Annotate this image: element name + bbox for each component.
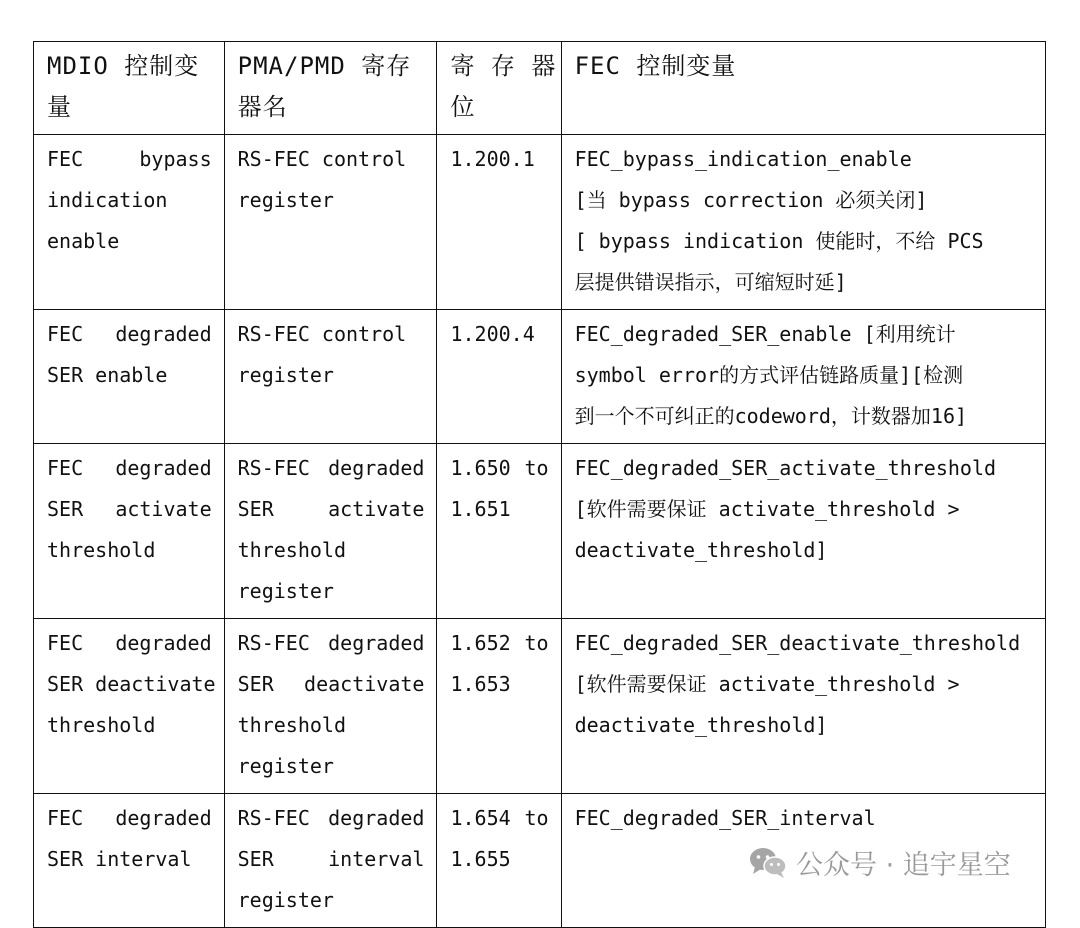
cell-fec-variable-line: FEC_degraded_SER_enable [利用统计: [574, 322, 956, 346]
table-body: [34, 135, 1046, 928]
cell-register-bit-word: 1.652: [450, 631, 511, 655]
cell-register-name-line: register: [237, 188, 334, 212]
cell-register-bit: [437, 135, 561, 310]
cell-register-bit: [437, 619, 561, 794]
cell-mdio-variable-line: threshold: [47, 713, 156, 737]
cell-mdio-variable-line: enable: [47, 229, 120, 253]
cell-fec-variable-line: [ bypass indication 使能时，不给 PCS: [574, 229, 984, 253]
cell-fec-variable-line: [当 bypass correction 必须关闭]: [574, 188, 928, 212]
cell-mdio-variable-line: [47, 139, 212, 180]
cell-register-name-line: [238, 664, 425, 705]
header-fec-control-variable-line: FEC 控制变量: [574, 52, 737, 80]
cell-register-bit-word: to: [524, 456, 549, 480]
cell-mdio-variable-word: FEC: [47, 631, 84, 655]
cell-fec-variable-line: symbol error的方式评估链路质量][检测: [574, 363, 964, 387]
cell-fec-variable-line: 层提供错误指示，可缩短时延]: [574, 270, 847, 294]
cell-fec-variable: [561, 619, 1045, 794]
header-mdio-control-variable: [34, 42, 225, 135]
cell-fec-variable-line: [软件需要保证 activate_threshold >: [574, 672, 960, 696]
cell-mdio-variable-word: degraded: [115, 322, 212, 346]
cell-mdio-variable-line: threshold: [47, 538, 156, 562]
cell-register-bit-line: 1.200.1: [450, 147, 535, 171]
cell-mdio-variable: [34, 310, 225, 444]
cell-register-name-word: deactivate: [304, 672, 425, 696]
cell-register-bit-line: [450, 798, 548, 839]
cell-register-bit: [437, 794, 561, 928]
cell-register-name-line: register: [237, 888, 334, 912]
watermark: [748, 842, 1011, 882]
cell-register-name: [224, 135, 437, 310]
header-row: [34, 42, 1046, 135]
cell-mdio-variable-word: FEC: [47, 806, 84, 830]
cell-register-name-word: RS-FEC: [237, 631, 310, 655]
cell-register-bit-word: 1.650: [450, 456, 511, 480]
cell-mdio-variable: [34, 794, 225, 928]
cell-register-name-line: threshold: [237, 538, 347, 562]
cell-register-bit-line: [450, 448, 548, 489]
cell-register-name-word: degraded: [328, 456, 425, 480]
cell-fec-variable: [561, 135, 1045, 310]
cell-register-name-word: interval: [328, 847, 425, 871]
cell-register-bit-line: [450, 623, 548, 664]
cell-register-name: [224, 794, 437, 928]
cell-register-bit-line: 1.651: [450, 497, 511, 521]
cell-mdio-variable-word: degraded: [115, 631, 212, 655]
cell-fec-variable-line: FEC_degraded_SER_activate_threshold: [574, 456, 997, 480]
cell-mdio-variable-word: FEC: [47, 456, 84, 480]
cell-fec-variable-line: FEC_bypass_indication_enable: [574, 147, 912, 171]
cell-mdio-variable-word: degraded: [115, 456, 212, 480]
watermark-text: 公众号 · 追宇星空: [796, 849, 1011, 881]
cell-mdio-variable-line: [47, 314, 212, 355]
cell-register-name-word: activate: [328, 497, 425, 521]
cell-fec-variable-line: 到一个不可纠正的codeword，计数器加16]: [574, 404, 968, 428]
header-register-bit-line: 寄 存 器: [450, 52, 557, 80]
cell-register-bit: [437, 310, 561, 444]
table-row: [34, 619, 1046, 794]
cell-fec-variable-line: deactivate_threshold]: [574, 538, 828, 562]
cell-register-name-word: degraded: [328, 631, 425, 655]
cell-fec-variable: [561, 310, 1045, 444]
cell-mdio-variable-line: indication: [47, 188, 168, 212]
register-table: [33, 41, 1046, 928]
cell-register-bit: [437, 444, 561, 619]
cell-register-name-word: SER: [237, 497, 274, 521]
cell-register-bit-word: to: [524, 806, 549, 830]
cell-register-name-line: threshold: [237, 713, 347, 737]
cell-register-name-line: [238, 489, 425, 530]
header-mdio-control-variable-line: MDIO 控制变: [47, 52, 200, 80]
cell-register-bit-line: 1.653: [450, 672, 511, 696]
cell-register-bit-line: 1.200.4: [450, 322, 535, 346]
table-row: [34, 135, 1046, 310]
header-pma-pmd-register-name-line: PMA/PMD 寄存: [237, 52, 412, 80]
header-pma-pmd-register-name: [224, 42, 437, 135]
cell-mdio-variable-line: SER interval: [47, 847, 192, 871]
cell-register-name: [224, 310, 437, 444]
cell-mdio-variable-word: SER: [47, 497, 84, 521]
cell-register-name-word: SER: [237, 847, 274, 871]
cell-register-name-line: register: [237, 754, 334, 778]
cell-register-bit-line: 1.655: [450, 847, 511, 871]
cell-mdio-variable-line: [47, 623, 212, 664]
cell-register-name-line: [238, 623, 425, 664]
cell-register-name-line: register: [237, 363, 334, 387]
table-row: [34, 444, 1046, 619]
cell-fec-variable: [561, 444, 1045, 619]
cell-fec-variable-line: [软件需要保证 activate_threshold >: [574, 497, 960, 521]
cell-register-name-line: RS-FEC control: [237, 147, 407, 171]
header-mdio-control-variable-line: 量: [47, 93, 72, 121]
cell-register-name: [224, 619, 437, 794]
cell-mdio-variable-word: FEC: [47, 322, 84, 346]
cell-mdio-variable-line: SER enable: [47, 363, 168, 387]
cell-mdio-variable: [34, 444, 225, 619]
cell-register-name-line: [238, 798, 425, 839]
cell-mdio-variable-word: FEC: [47, 147, 84, 171]
cell-mdio-variable-line: [47, 798, 212, 839]
header-register-bit: [437, 42, 561, 135]
cell-mdio-variable-word: bypass: [139, 147, 212, 171]
cell-register-name-line: RS-FEC control: [237, 322, 407, 346]
cell-register-name-line: [238, 448, 425, 489]
wechat-icon: [748, 845, 788, 879]
cell-mdio-variable-line: [47, 489, 212, 530]
cell-fec-variable-line: FEC_degraded_SER_interval: [574, 806, 876, 830]
cell-register-name-word: degraded: [328, 806, 425, 830]
cell-register-name-word: RS-FEC: [237, 806, 310, 830]
cell-register-name-word: RS-FEC: [237, 456, 310, 480]
cell-register-bit-word: to: [524, 631, 549, 655]
cell-register-name-line: [238, 839, 425, 880]
cell-mdio-variable: [34, 135, 225, 310]
header-pma-pmd-register-name-line: 器名: [237, 93, 288, 121]
cell-mdio-variable-word: activate: [115, 497, 212, 521]
cell-mdio-variable-word: degraded: [115, 806, 212, 830]
cell-mdio-variable: [34, 619, 225, 794]
cell-register-name-line: register: [237, 579, 334, 603]
header-fec-control-variable: [561, 42, 1045, 135]
cell-register-name: [224, 444, 437, 619]
cell-register-bit-word: 1.654: [450, 806, 511, 830]
cell-register-name-word: SER: [237, 672, 274, 696]
cell-mdio-variable-line: [47, 448, 212, 489]
table-row: [34, 310, 1046, 444]
cell-fec-variable-line: FEC_degraded_SER_deactivate_threshold: [574, 631, 1021, 655]
cell-fec-variable-line: deactivate_threshold]: [574, 713, 828, 737]
cell-mdio-variable-line: SER deactivate: [47, 672, 216, 696]
header-register-bit-line: 位: [450, 93, 476, 121]
